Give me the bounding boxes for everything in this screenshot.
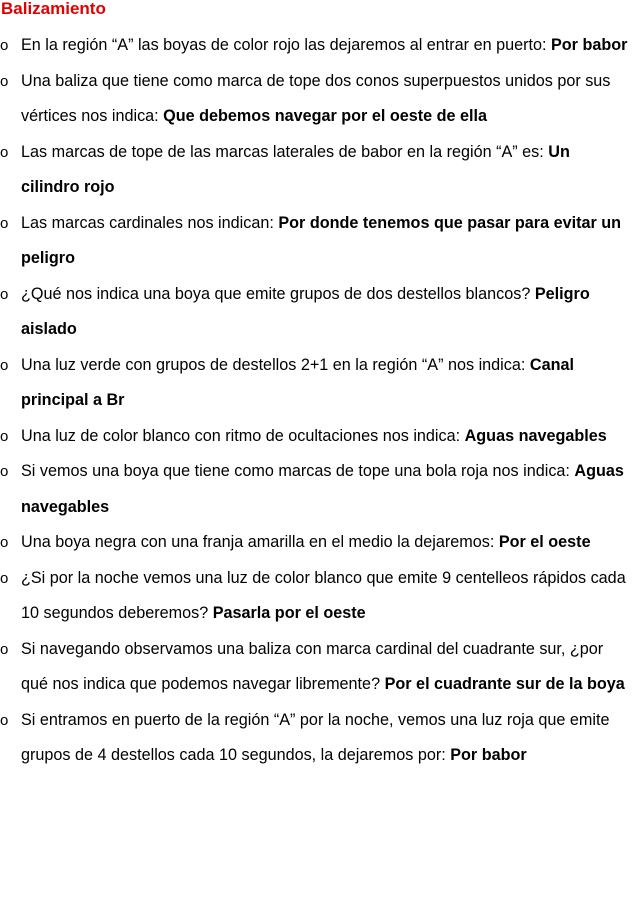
bullet-icon: o [0, 569, 9, 587]
question-text: ¿Si por la noche vemos una luz de color blanco que emite 9 centelleos rápidos cada 10 segundos deberemos? [21, 568, 626, 622]
question-text: Una baliza que tiene como marca de tope dos conos superpuestos unidos por sus vértices nos indica: [21, 71, 611, 125]
question-text: Una luz verde con grupos de destellos 2+1 en la región “A” nos indica: [21, 355, 530, 374]
list-item [0, 135, 632, 206]
bullet-icon: o [0, 214, 9, 232]
question-text: Las marcas cardinales nos indican: [21, 213, 279, 232]
list-item [0, 419, 632, 455]
list-item [0, 64, 632, 135]
answer-text: Canal principal a Br [21, 355, 574, 409]
bullet-icon: o [0, 72, 9, 90]
answer-text: Aguas navegables [464, 426, 607, 445]
question-text: Una boya negra con una franja amarilla en el medio la dejaremos: [21, 533, 499, 551]
answer-text: Pasarla por el oeste [212, 604, 366, 622]
bullet-icon: o [0, 37, 9, 54]
answer-text: Por donde tenemos que pasar para evitar un peligro [21, 213, 622, 267]
answer-text: Aguas navegables [21, 462, 624, 516]
bullet-icon: o [0, 640, 9, 658]
bullet-icon: o [0, 285, 9, 303]
bullet-icon: o [0, 427, 9, 445]
list-item [0, 561, 632, 632]
answer-text: Por babor [550, 36, 628, 54]
question-text: Si navegando observamos una baliza con marca cardinal del cuadrante sur, ¿por qué nos indica que podemos navegar libremente? [21, 639, 604, 693]
list-item [0, 348, 632, 419]
question-text: Si entramos en puerto de la región “A” por la noche, vemos una luz roja que emite grupos de 4 destellos cada 10 segundos, la dejaremos por: [21, 710, 610, 764]
bullet-icon: o [0, 143, 9, 161]
list-item [0, 703, 632, 774]
list-item [0, 277, 632, 348]
bullet-icon: o [0, 356, 9, 374]
bullet-icon: o [0, 534, 9, 551]
bullet-icon: o [0, 463, 9, 480]
answer-text: Por el cuadrante sur de la boya [384, 675, 625, 693]
question-text: En la región “A” las boyas de color rojo las dejaremos al entrar en puerto: [21, 36, 551, 54]
list-item [0, 28, 632, 64]
answer-text: Por babor [450, 746, 527, 764]
list-item [0, 206, 632, 277]
bullet-icon: o [0, 711, 9, 729]
answer-text: Por el oeste [498, 533, 591, 551]
question-text: Las marcas de tope de las marcas laterales de babor en la región “A” es: [21, 142, 549, 161]
answer-text: Peligro aislado [21, 284, 590, 338]
question-text: Si vemos una boya que tiene como marcas de tope una bola roja nos indica: [21, 462, 575, 480]
question-text: Una luz de color blanco con ritmo de ocultaciones nos indica: [21, 426, 465, 445]
list-item [0, 632, 632, 703]
question-text: ¿Qué nos indica una boya que emite grupos de dos destellos blancos? [21, 284, 535, 303]
section-title: Balizamiento [1, 0, 106, 18]
answer-text: Un cilindro rojo [21, 142, 570, 196]
list-item [0, 454, 632, 525]
question-list [0, 28, 632, 774]
answer-text: Que debemos navegar por el oeste de ella [163, 107, 488, 125]
list-item [0, 525, 632, 561]
